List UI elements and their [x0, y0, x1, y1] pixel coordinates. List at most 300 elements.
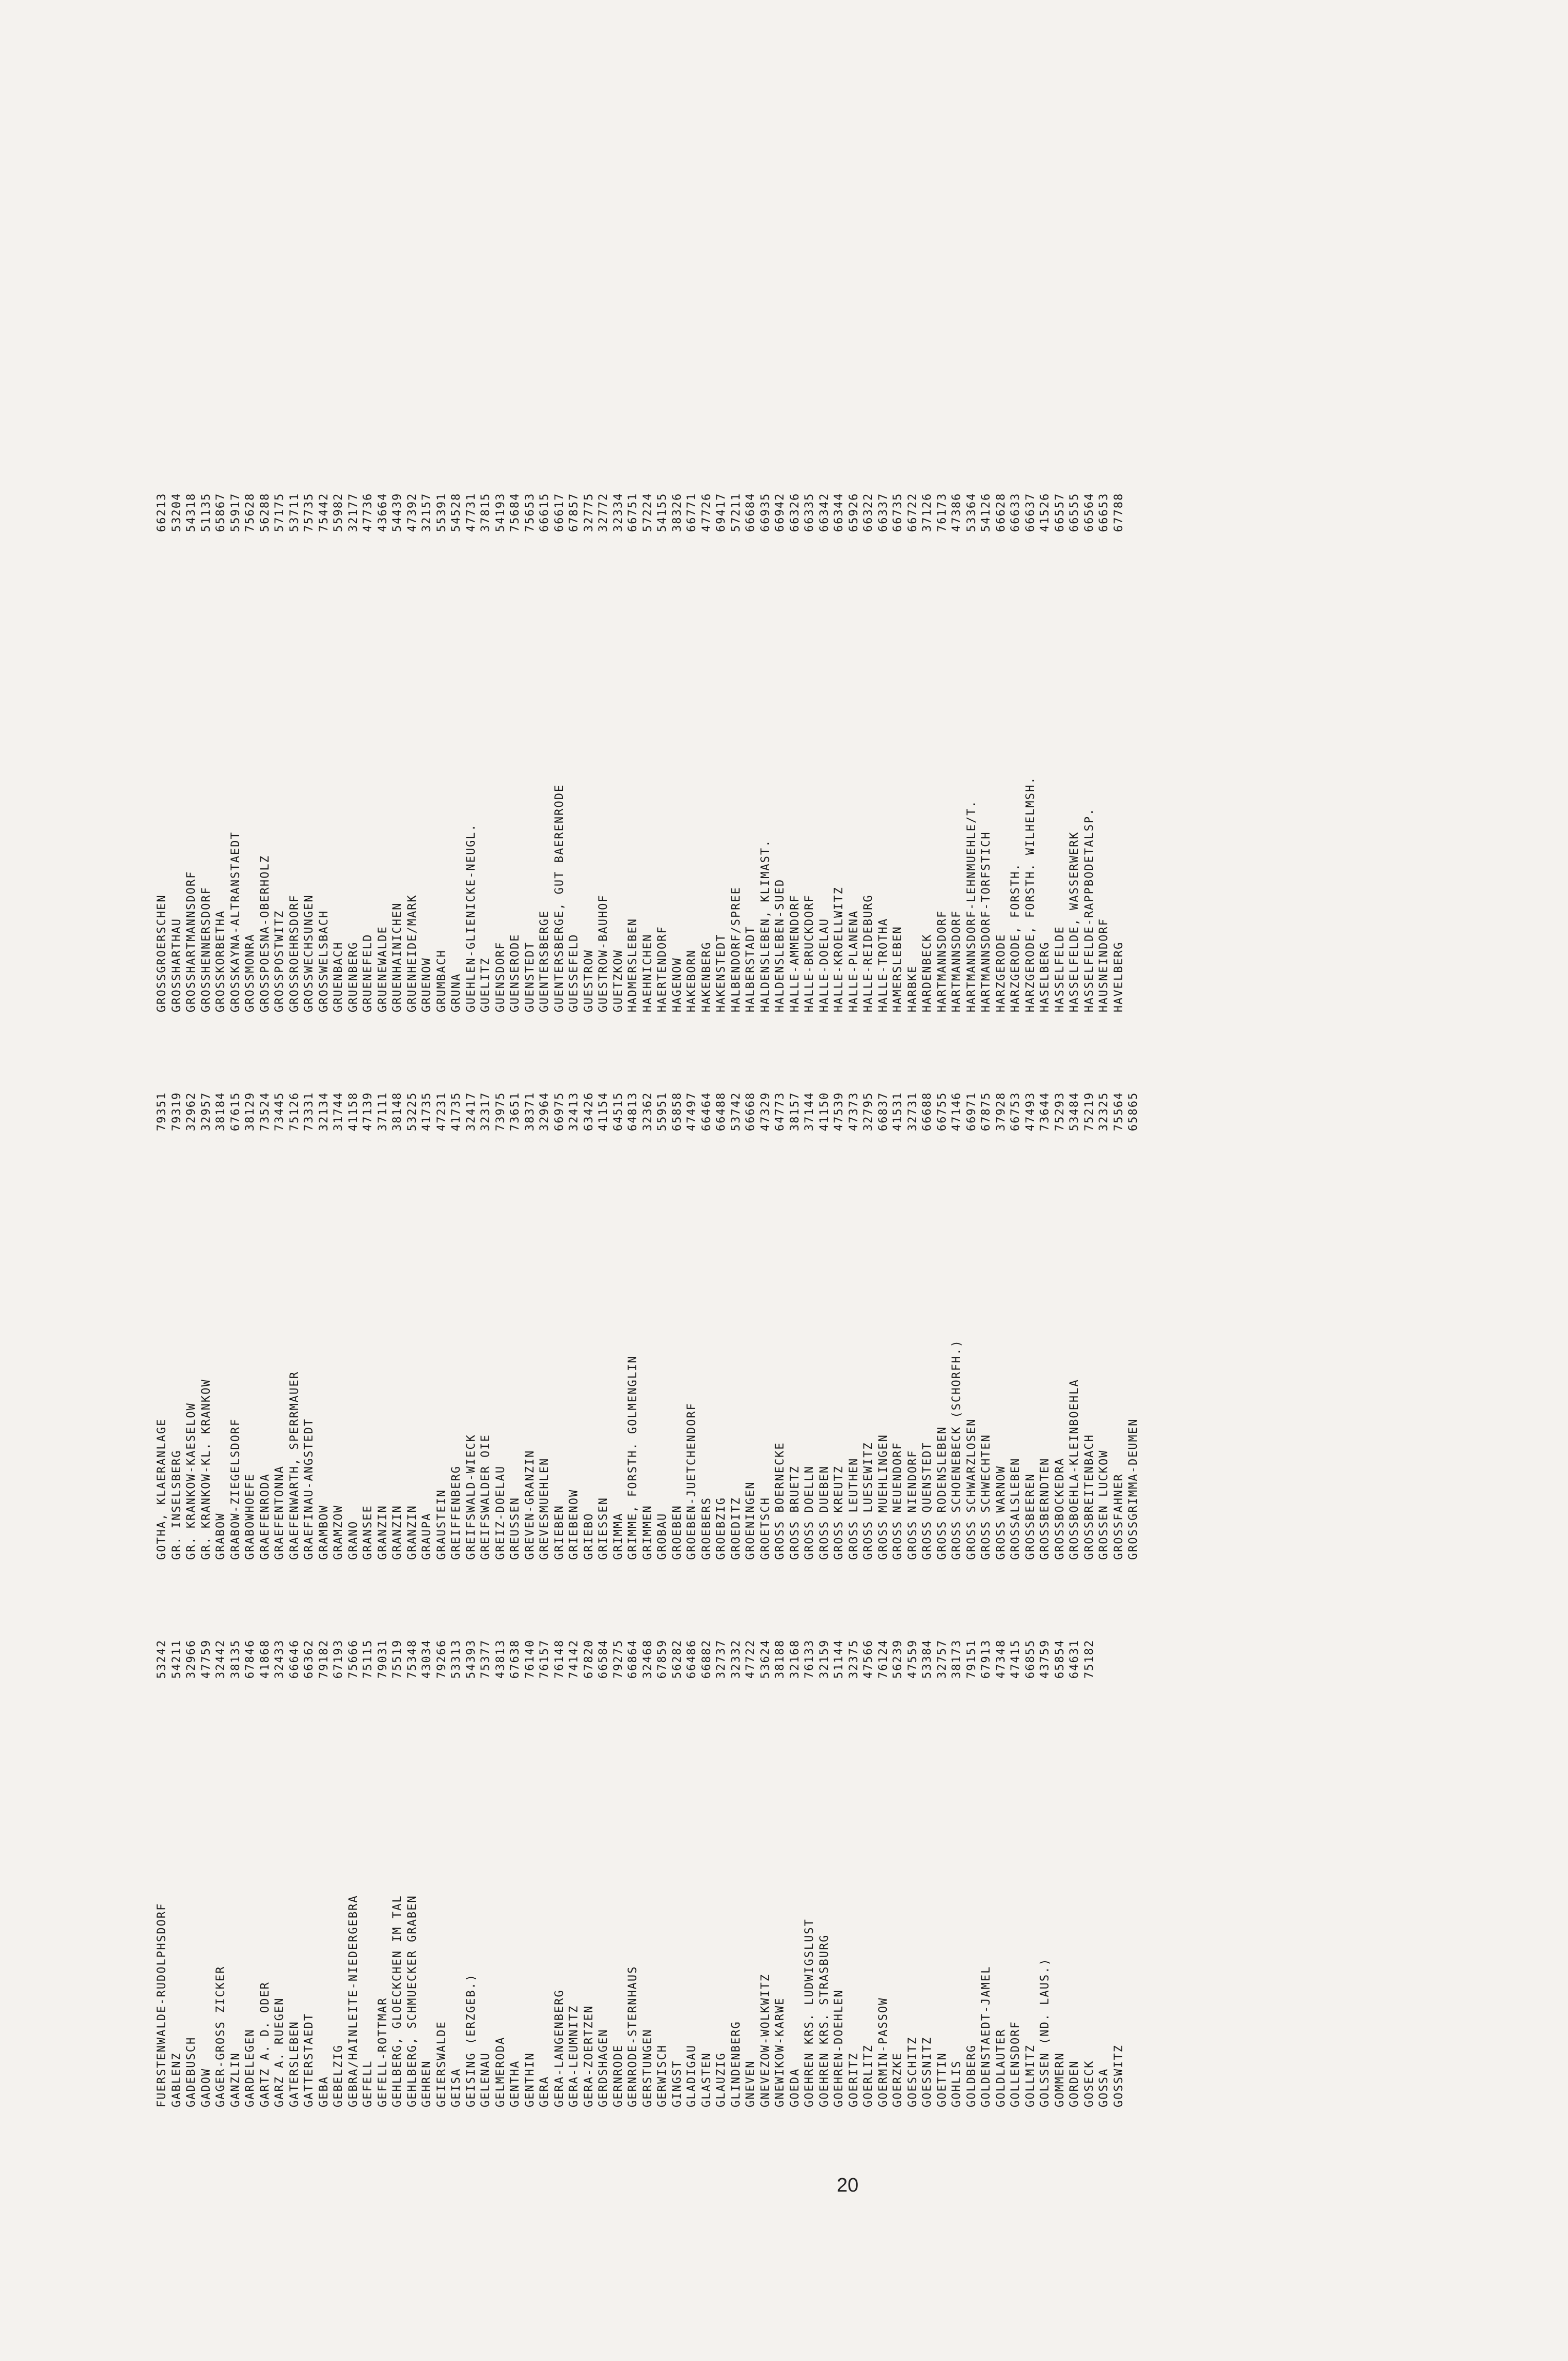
station-row — [655, 1570, 670, 2107]
station-name: GOEDA — [788, 2068, 802, 2107]
station-row — [155, 475, 170, 1012]
station-code: 53384 — [921, 1639, 934, 1679]
station-row — [876, 1570, 891, 2107]
station-code: 32775 — [582, 492, 595, 532]
station-name: HARTMANNSDORF-LEHNMUEHLE/T. — [965, 800, 978, 1012]
station-code: 32413 — [568, 1091, 581, 1131]
station-code: 73445 — [273, 1091, 286, 1131]
station-row — [361, 475, 376, 1012]
station-row — [479, 475, 494, 1012]
station-code: 75293 — [1053, 1091, 1067, 1131]
station-row — [803, 1023, 818, 1560]
station-row — [464, 1023, 479, 1560]
station-name: GRANO — [347, 1520, 360, 1560]
station-code: 67788 — [1112, 492, 1125, 532]
station-code: 47736 — [362, 492, 374, 532]
station-row — [1009, 1023, 1024, 1560]
station-code: 32468 — [641, 1639, 654, 1679]
station-code: 38188 — [774, 1639, 787, 1679]
station-code: 32442 — [214, 1639, 227, 1679]
station-name: GROENINGEN — [744, 1481, 757, 1560]
station-name: HAEHNICHEN — [641, 933, 654, 1012]
station-row — [773, 1023, 788, 1560]
station-code: 66555 — [1068, 492, 1081, 532]
station-code: 67193 — [332, 1639, 345, 1679]
station-row — [582, 1023, 597, 1560]
station-row — [523, 1023, 538, 1560]
station-code: 64631 — [1068, 1639, 1081, 1679]
station-name: GROSSKORBETHA — [214, 910, 227, 1012]
station-row — [332, 1023, 347, 1560]
station-row — [464, 475, 479, 1012]
station-row — [1097, 475, 1112, 1012]
station-row — [273, 1570, 288, 2107]
station-row — [347, 475, 362, 1012]
station-row — [626, 1023, 641, 1560]
station-name: GROSS WARNOW — [994, 1465, 1008, 1560]
station-code: 66557 — [1053, 492, 1067, 532]
station-name: GROSSEN LUCKOW — [1097, 1449, 1110, 1560]
station-code: 43664 — [376, 492, 389, 532]
station-row — [803, 475, 818, 1012]
station-name: GOMMERN — [1053, 2052, 1067, 2107]
station-code: 54318 — [185, 492, 198, 532]
station-name: GOSSWITZ — [1112, 2044, 1125, 2107]
station-code: 32772 — [597, 492, 610, 532]
station-row — [861, 1023, 876, 1560]
station-name: GERA-LANGENBERG — [553, 1989, 566, 2107]
station-row — [258, 1570, 273, 2107]
station-row — [1038, 475, 1053, 1012]
station-row — [479, 1023, 494, 1560]
station-row — [847, 1023, 862, 1560]
station-code: 54126 — [980, 492, 993, 532]
station-name: GROSSWECHSUNGEN — [303, 894, 316, 1012]
station-row — [420, 475, 435, 1012]
station-code: 57175 — [273, 492, 286, 532]
station-row — [302, 1023, 317, 1560]
station-code: 75735 — [303, 492, 316, 532]
station-code: 47497 — [685, 1091, 698, 1131]
station-row — [626, 475, 641, 1012]
station-name: GROSSMONRA — [244, 933, 257, 1012]
station-row — [258, 1023, 273, 1560]
station-name: HALLE-PLANENA — [847, 910, 860, 1012]
station-row — [950, 1023, 965, 1560]
station-row — [847, 475, 862, 1012]
station-row — [199, 475, 214, 1012]
station-code: 64773 — [774, 1091, 787, 1131]
station-code: 75219 — [1083, 1091, 1096, 1131]
station-code: 32957 — [199, 1091, 213, 1131]
station-row — [1053, 475, 1068, 1012]
station-row — [729, 1023, 744, 1560]
station-code: 54439 — [391, 492, 404, 532]
station-code: 47415 — [1009, 1639, 1022, 1679]
station-row — [273, 1023, 288, 1560]
station-code: 53484 — [1068, 1091, 1081, 1131]
station-code: 47139 — [362, 1091, 374, 1131]
station-row — [744, 1570, 759, 2107]
station-code: 32964 — [538, 1091, 551, 1131]
station-name: GROSSALSLEBEN — [1009, 1457, 1022, 1560]
station-code: 38371 — [523, 1091, 537, 1131]
station-code: 66213 — [155, 492, 168, 532]
station-code: 66326 — [788, 492, 802, 532]
station-row — [994, 475, 1009, 1012]
station-row — [288, 1570, 303, 2107]
station-name: GARTZ A. D. ODER — [258, 1981, 272, 2107]
station-code: 75126 — [288, 1091, 301, 1131]
station-row — [553, 475, 568, 1012]
station-code: 47392 — [405, 492, 419, 532]
station-name: GUENSDORF — [494, 941, 507, 1012]
station-name: GOERITZ — [847, 2052, 860, 2107]
station-row — [567, 475, 582, 1012]
station-row — [317, 475, 332, 1012]
station-code: 66322 — [862, 492, 875, 532]
station-name: GROSSROEHRSDORF — [288, 894, 301, 1012]
station-row — [214, 1023, 229, 1560]
station-name: GRIMME, FORSTH. GOLMENGLIN — [626, 1355, 639, 1560]
station-row — [553, 1570, 568, 2107]
station-row — [773, 475, 788, 1012]
station-code: 75653 — [523, 492, 537, 532]
station-row — [818, 1023, 833, 1560]
station-code: 75519 — [391, 1639, 404, 1679]
station-name: GNEVEZOW-WOLKWITZ — [759, 1973, 772, 2107]
station-code: 79319 — [170, 1091, 183, 1131]
station-code: 66668 — [744, 1091, 757, 1131]
station-name: GRAUPA — [420, 1512, 433, 1560]
station-row — [685, 1570, 700, 2107]
station-name: GEBELZIG — [332, 2044, 345, 2107]
station-row — [994, 1023, 1009, 1560]
station-code: 65865 — [1127, 1091, 1140, 1131]
station-name: GOESCHITZ — [906, 2036, 919, 2107]
station-name: GROEDITZ — [729, 1497, 743, 1560]
station-code: 38173 — [950, 1639, 963, 1679]
station-code: 73651 — [509, 1091, 522, 1131]
station-code: 55391 — [435, 492, 448, 532]
station-name: HASSELFELDE — [1053, 926, 1067, 1012]
station-code: 47559 — [906, 1639, 919, 1679]
station-code: 66882 — [700, 1639, 713, 1679]
station-code: 66837 — [876, 1091, 890, 1131]
station-name: HARTMANNSDORF — [950, 910, 963, 1012]
station-code: 32795 — [862, 1091, 875, 1131]
station-row — [184, 475, 199, 1012]
station-name: GRABOW — [214, 1512, 227, 1560]
station-row — [582, 475, 597, 1012]
station-name: GUESSEFELD — [568, 933, 581, 1012]
station-name: HASELBERG — [1039, 941, 1052, 1012]
station-name: GRAEFENTONNA — [273, 1465, 286, 1560]
station-code: 47146 — [950, 1091, 963, 1131]
station-row — [1053, 1570, 1068, 2107]
station-code: 75348 — [405, 1639, 419, 1679]
station-code: 53364 — [965, 492, 978, 532]
listing-column-3 — [155, 475, 1126, 1012]
station-name: GROSSHARTHAU — [170, 918, 183, 1012]
station-code: 37126 — [921, 492, 934, 532]
station-name: GLAUZIG — [715, 2052, 728, 2107]
station-code: 32332 — [729, 1639, 743, 1679]
station-row — [361, 1023, 376, 1560]
station-row — [950, 1570, 965, 2107]
station-name: HASSELFELDE-RAPPBODETALSP. — [1083, 807, 1096, 1012]
station-code: 66362 — [303, 1639, 316, 1679]
station-name: GREIFSWALDER OIE — [479, 1434, 492, 1560]
station-name: HALLE-DOELAU — [818, 918, 831, 1012]
station-row — [1009, 475, 1024, 1012]
station-name: GOLDENSTAEDT-JAMEL — [980, 1965, 993, 2107]
station-row — [243, 1023, 258, 1560]
station-code: 75684 — [509, 492, 522, 532]
station-row — [788, 1023, 803, 1560]
station-name: HARDENBECK — [921, 933, 934, 1012]
station-name: GERSTUNGEN — [641, 2028, 654, 2107]
station-row — [700, 475, 715, 1012]
station-name: GOEHREN KRS. LUDWIGSLUST — [803, 1918, 816, 2107]
station-row — [744, 1023, 759, 1560]
station-name: HALLE-AMMENDORF — [788, 894, 802, 1012]
station-code: 32417 — [464, 1091, 478, 1131]
station-row — [832, 1023, 847, 1560]
station-name: GRANZIN — [391, 1505, 404, 1560]
station-code: 32325 — [1097, 1091, 1110, 1131]
station-name: GRUENHEIDE/MARK — [405, 894, 419, 1012]
station-name: GUELITZ — [479, 957, 492, 1012]
station-code: 56282 — [670, 1639, 684, 1679]
station-name: GROSS LEUTHEN — [847, 1457, 860, 1560]
station-name: GARZ A. RUEGEN — [273, 1997, 286, 2107]
station-name: GROSSPOSTWITZ — [273, 910, 286, 1012]
station-code: 53204 — [170, 492, 183, 532]
station-row — [288, 475, 303, 1012]
station-row — [670, 1570, 685, 2107]
station-row — [1083, 1023, 1097, 1560]
station-code: 37815 — [479, 492, 492, 532]
station-name: HARZGERODE, FORSTH. — [1009, 863, 1022, 1012]
station-row — [729, 1570, 744, 2107]
station-name: HALLE-BRUCKDORF — [803, 894, 816, 1012]
station-name: HAGENOW — [670, 957, 684, 1012]
station-row — [214, 1570, 229, 2107]
station-name: GUESTROW — [582, 949, 595, 1012]
station-code: 79182 — [317, 1639, 331, 1679]
station-name: GROSSBERNDTEN — [1039, 1457, 1052, 1560]
station-row — [199, 1023, 214, 1560]
listing-column-1 — [155, 1570, 1126, 2107]
station-name: GRIEBEN — [553, 1505, 566, 1560]
station-code: 47759 — [199, 1639, 213, 1679]
station-row — [538, 1023, 553, 1560]
station-row — [1112, 1570, 1127, 2107]
station-row — [655, 1023, 670, 1560]
station-code: 79266 — [435, 1639, 448, 1679]
station-name: GLINDENBERG — [729, 2021, 743, 2107]
station-code: 51135 — [199, 492, 213, 532]
station-row — [243, 475, 258, 1012]
station-row — [1083, 475, 1097, 1012]
station-row — [523, 475, 538, 1012]
station-row — [714, 1023, 729, 1560]
station-row — [155, 1023, 170, 1560]
station-code: 32177 — [347, 492, 360, 532]
station-code: 41154 — [597, 1091, 610, 1131]
station-code: 47386 — [950, 492, 963, 532]
station-name: GREUSSEN — [509, 1497, 522, 1560]
station-code: 66486 — [685, 1639, 698, 1679]
station-code: 76124 — [876, 1639, 890, 1679]
station-name: GUENSTEDT — [523, 941, 537, 1012]
station-row — [891, 1570, 906, 2107]
station-code: 66628 — [994, 492, 1008, 532]
station-row — [435, 1023, 450, 1560]
station-row — [390, 1023, 405, 1560]
station-name: GROEBEN — [670, 1505, 684, 1560]
station-code: 57211 — [729, 492, 743, 532]
station-code: 55951 — [656, 1091, 669, 1131]
station-name: GERNRODE — [611, 2044, 625, 2107]
station-name: GORDEN — [1068, 2060, 1081, 2107]
station-row — [243, 1570, 258, 2107]
station-row — [920, 475, 935, 1012]
station-row — [714, 475, 729, 1012]
station-name: GRAEFINAU-ANGSTEDT — [303, 1418, 316, 1560]
station-name: GRIESSEN — [597, 1497, 610, 1560]
station-code: 65926 — [847, 492, 860, 532]
station-row — [1112, 475, 1127, 1012]
station-row — [670, 1023, 685, 1560]
station-row — [655, 475, 670, 1012]
station-name: GUENTERSBERGE, GUT BAERENRODE — [553, 784, 566, 1012]
station-code: 66751 — [626, 492, 639, 532]
station-row — [1068, 475, 1083, 1012]
station-row — [170, 475, 185, 1012]
station-code: 67846 — [244, 1639, 257, 1679]
station-name: GNEWIKOW-KARWE — [774, 1997, 787, 2107]
station-name: GOLDLAUTER — [994, 2028, 1008, 2107]
station-row — [508, 1570, 523, 2107]
station-code: 76173 — [935, 492, 949, 532]
station-name: GELMERODA — [494, 2036, 507, 2107]
station-code: 66688 — [921, 1091, 934, 1131]
station-name: GROSS SCHWARZLOSEN — [965, 1418, 978, 1560]
station-row — [538, 475, 553, 1012]
station-row — [832, 475, 847, 1012]
station-name: GROSSBEEREN — [1024, 1473, 1037, 1560]
station-row — [818, 1570, 833, 2107]
station-row — [979, 1570, 994, 2107]
station-row — [347, 1023, 362, 1560]
station-name: GRANSEE — [362, 1505, 374, 1560]
station-row — [553, 1023, 568, 1560]
station-name: HALLE-KROELLWITZ — [833, 886, 845, 1012]
station-code: 66771 — [685, 492, 698, 532]
station-row — [288, 1023, 303, 1560]
station-code: 47731 — [464, 492, 478, 532]
station-row — [714, 1570, 729, 2107]
station-name: GATERSLEBEN — [288, 2021, 301, 2107]
station-row — [376, 475, 391, 1012]
station-row — [184, 1023, 199, 1560]
station-name: GRAMBOW — [317, 1505, 331, 1560]
station-name: GROSSPOESNA-OBERHOLZ — [258, 855, 272, 1012]
station-name: GROSSGRIMMA-DEUMEN — [1127, 1418, 1140, 1560]
station-code: 41735 — [420, 1091, 433, 1131]
station-code: 47566 — [862, 1639, 875, 1679]
station-name: GRUNA — [450, 973, 463, 1012]
station-code: 75564 — [1112, 1091, 1125, 1131]
station-name: GROSS NEUENDORF — [891, 1442, 904, 1560]
station-code: 31744 — [332, 1091, 345, 1131]
station-code: 66564 — [1083, 492, 1096, 532]
station-row — [641, 1023, 656, 1560]
station-name: HAMERSLEBEN — [891, 926, 904, 1012]
station-code: 47493 — [1024, 1091, 1037, 1131]
station-code: 43759 — [1039, 1639, 1052, 1679]
station-row — [685, 475, 700, 1012]
station-name: GRIMMEN — [641, 1505, 654, 1560]
station-row — [1068, 1570, 1083, 2107]
station-name: GROSS DOELLN — [803, 1465, 816, 1560]
listing-column-2 — [155, 1023, 1141, 1560]
station-name: GOSSA — [1097, 2068, 1110, 2107]
station-row — [611, 1570, 626, 2107]
station-row — [390, 475, 405, 1012]
station-row — [170, 1570, 185, 2107]
station-code: 41531 — [891, 1091, 904, 1131]
station-code: 32757 — [935, 1639, 949, 1679]
station-code: 79351 — [155, 1091, 168, 1131]
station-code: 41150 — [818, 1091, 831, 1131]
station-row — [965, 1023, 980, 1560]
station-code: 66584 — [597, 1639, 610, 1679]
station-name: GEHLBERG, SCHMUECKER GRABEN — [405, 1895, 419, 2107]
station-row — [832, 1570, 847, 2107]
station-code: 66464 — [700, 1091, 713, 1131]
station-name: HALBERSTADT — [744, 926, 757, 1012]
station-row — [818, 475, 833, 1012]
station-name: GROSS SCHWECHTEN — [980, 1434, 993, 1560]
station-row — [670, 475, 685, 1012]
station-code: 32731 — [906, 1091, 919, 1131]
station-name: GRABOW-ZIEGELSDORF — [229, 1418, 242, 1560]
station-name: GEISA — [450, 2068, 463, 2107]
station-row — [935, 1570, 950, 2107]
station-row — [876, 475, 891, 1012]
station-row — [582, 1570, 597, 2107]
station-row — [347, 1570, 362, 2107]
station-name: GROSS QUENSTEDT — [921, 1442, 934, 1560]
station-name: GOERLITZ — [862, 2044, 875, 2107]
station-row — [611, 475, 626, 1012]
station-name: GRUENBACH — [332, 941, 345, 1012]
station-code: 76148 — [553, 1639, 566, 1679]
station-name: GRIEBENOW — [568, 1489, 581, 1560]
station-row — [965, 1570, 980, 2107]
station-name: HAKENSTEDT — [715, 933, 728, 1012]
station-row — [611, 1023, 626, 1560]
station-row — [597, 1023, 611, 1560]
station-row — [906, 1023, 921, 1560]
station-row — [420, 1570, 435, 2107]
station-row — [847, 1570, 862, 2107]
station-name: GERNRODE-STERNHAUS — [626, 1965, 639, 2107]
station-name: GEISING (ERZGEB.) — [464, 1973, 478, 2107]
